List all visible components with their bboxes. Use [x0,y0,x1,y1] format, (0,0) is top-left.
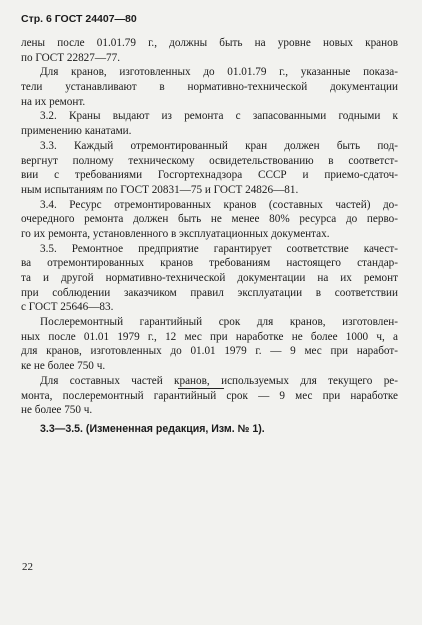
text-line: вии с требованиями Госгортехнадзора СССР и приемо-сдаточ- [21,169,398,182]
text-line: на их ремонт. [21,95,86,108]
section-divider [178,388,224,389]
text-line: 3.2. Краны выдают из ремонта с запасованными годными к [40,110,398,123]
text-line: вергнут полному техническому освидетельствованию в соответст- [21,154,398,167]
text-line: 3.4. Ресурс отремонтированных кранов (составных частей) до- [40,198,398,211]
text-line: Для составных частей кранов, используемых для текущего ре- [40,374,398,387]
running-title: Стр. 6 ГОСТ 24407—80 [21,13,137,25]
text-line: Для кранов, изготовленных до 01.01.79 г., указанные показа- [40,66,398,79]
text-line: го их ремонта, установленного в эксплуатационных документах. [21,227,330,240]
text-line: ным испытаниям по ГОСТ 20831—75 и ГОСТ 24826—81. [21,183,299,196]
amendment-note: 3.3—3.5. (Измененная редакция, Изм. № 1). [40,422,265,435]
text-line: применению канатами. [21,125,132,138]
text-line: та и другой нормативно-технической документации на их ремонт [21,272,398,284]
text-line: при соблюдении заказчиком правил эксплуатации в соответствии [21,286,398,299]
text-line: тели устанавливают в нормативно-технической документации [21,81,398,94]
text-line: 3.5. Ремонтное предприятие гарантирует соответствие качест- [40,242,398,255]
text-line: лены после 01.01.79 г., должны быть на уровне новых кранов [21,37,398,49]
text-line: для кранов, изготовленных до 01.01 1979 г. — 9 мес при наработ- [21,345,398,358]
text-line: ва отремонтированных кранов требованиям настоящего стандар- [21,257,398,270]
document-body [21,36,398,437]
text-line: Послеремонтный гарантийный срок для кранов, изготовлен- [40,316,398,329]
page-number: 22 [22,561,33,573]
text-line: 3.3. Каждый отремонтированный кран должен быть под- [40,139,398,152]
text-line: ке не более 750 ч. [21,360,106,373]
text-line: ных после 01.01 1979 г., 12 мес при наработке не более 1000 ч, а [21,330,398,343]
text-line: не более 750 ч. [21,404,93,417]
text-line: очередного ремонта должен быть не менее 80% ресурса до перво- [21,213,398,226]
text-line: с ГОСТ 25646—83. [21,301,114,314]
text-line: по ГОСТ 22827—77. [21,51,121,64]
text-line: монта, послеремонтный гарантийный срок — 9 мес при наработке [21,389,398,402]
